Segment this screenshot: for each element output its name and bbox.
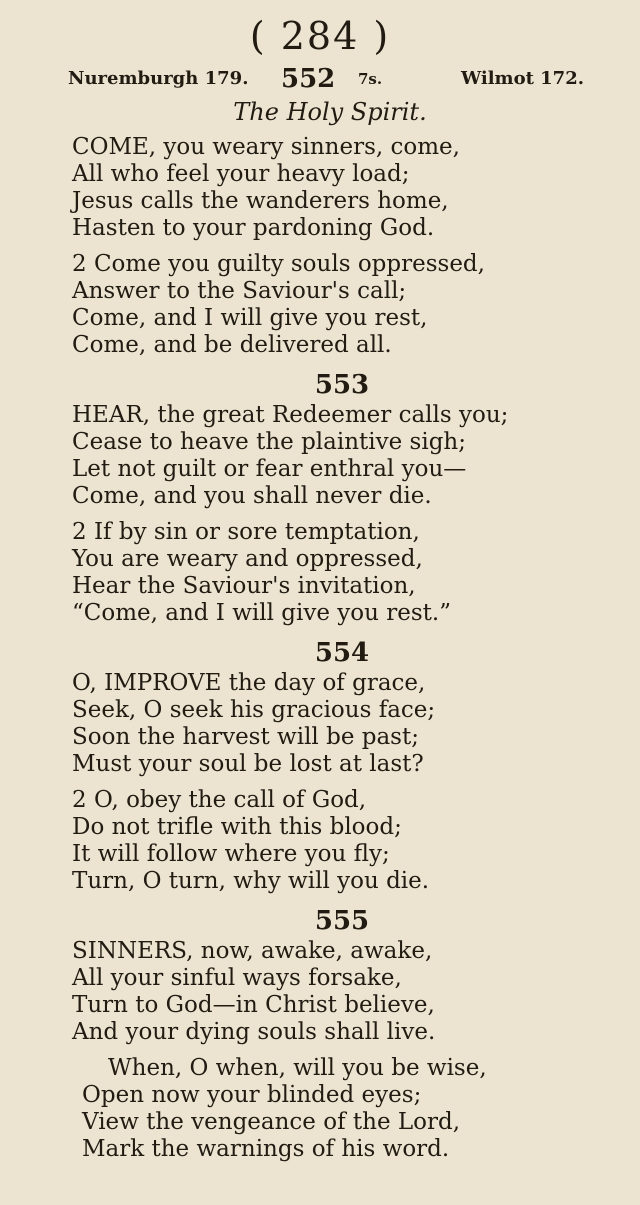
hymn-number: 552 xyxy=(281,64,336,94)
verse-line: Come, and you shall never die. xyxy=(72,483,432,509)
verse-line: Hasten to your pardoning God. xyxy=(72,215,435,241)
verse-line: Do not trifle with this blood; xyxy=(72,814,402,840)
verse-line: Seek, O seek his gracious face; xyxy=(72,697,436,723)
verse-line: And your dying souls shall live. xyxy=(72,1019,436,1045)
verse-line: SINNERS, now, awake, awake, xyxy=(72,938,433,964)
stanza xyxy=(72,670,572,778)
stanza xyxy=(72,787,572,895)
hymn-header xyxy=(68,64,584,96)
hymn-list xyxy=(72,134,572,1172)
verse-line: HEAR, the great Redeemer calls you; xyxy=(72,402,509,428)
right-tune-name: Wilmot 172. xyxy=(460,68,584,89)
verse-line: When, O when, will you be wise, xyxy=(108,1055,487,1081)
verse-line: All your sinful ways forsake, xyxy=(72,965,402,991)
verse-line: Jesus calls the wanderers home, xyxy=(72,188,449,214)
verse-line: Cease to heave the plaintive sigh; xyxy=(72,429,466,455)
verse-line: Come, and be delivered all. xyxy=(72,332,392,358)
verse-line: You are weary and oppressed, xyxy=(72,546,423,572)
verse-line: O, IMPROVE the day of grace, xyxy=(72,670,426,696)
verse-line: Turn to God—in Christ believe, xyxy=(72,992,435,1018)
verse-line: Hear the Saviour's invitation, xyxy=(72,573,416,599)
verse-line: 2 Come you guilty souls oppressed, xyxy=(72,251,485,277)
hymn-number-heading: 555 xyxy=(314,906,370,936)
stanza xyxy=(72,519,572,627)
verse-line: 2 If by sin or sore temptation, xyxy=(72,519,420,545)
hymn-block xyxy=(72,636,572,895)
hymn-block xyxy=(72,134,572,359)
hymn-meter: 7s. xyxy=(358,70,383,88)
stanza xyxy=(72,134,572,242)
verse-line: Answer to the Saviour's call; xyxy=(72,278,407,304)
verse-line: Come, and I will give you rest, xyxy=(72,305,428,331)
hymn-number-heading: 553 xyxy=(314,370,370,400)
verse-line: Let not guilt or fear enthral you— xyxy=(72,456,467,482)
verse-line: Open now your blinded eyes; xyxy=(82,1082,422,1108)
page-number: ( 284 ) xyxy=(249,14,391,58)
verse-line: View the vengeance of the Lord, xyxy=(82,1109,461,1135)
verse-line: COME, you weary sinners, come, xyxy=(72,134,460,160)
hymn-block xyxy=(72,368,572,627)
verse-line: Soon the harvest will be past; xyxy=(72,724,419,750)
hymn-block xyxy=(72,904,572,1163)
verse-line: 2 O, obey the call of God, xyxy=(72,787,367,813)
stanza xyxy=(72,402,572,510)
verse-line: All who feel your heavy load; xyxy=(72,161,410,187)
verse-line: Turn, O turn, why will you die. xyxy=(72,868,430,894)
verse-line: Mark the warnings of his word. xyxy=(82,1136,450,1162)
left-tune-name: Nuremburgh 179. xyxy=(68,68,249,89)
stanza xyxy=(72,938,572,1046)
verse-line: It will follow where you fly; xyxy=(72,841,390,867)
verse-line: “Come, and I will give you rest.” xyxy=(72,600,451,626)
hymn-subtitle: The Holy Spirit. xyxy=(233,98,427,126)
hymn-number-heading: 554 xyxy=(314,638,370,668)
stanza xyxy=(72,251,572,359)
stanza xyxy=(72,1055,572,1163)
verse-line: Must your soul be lost at last? xyxy=(72,751,424,777)
